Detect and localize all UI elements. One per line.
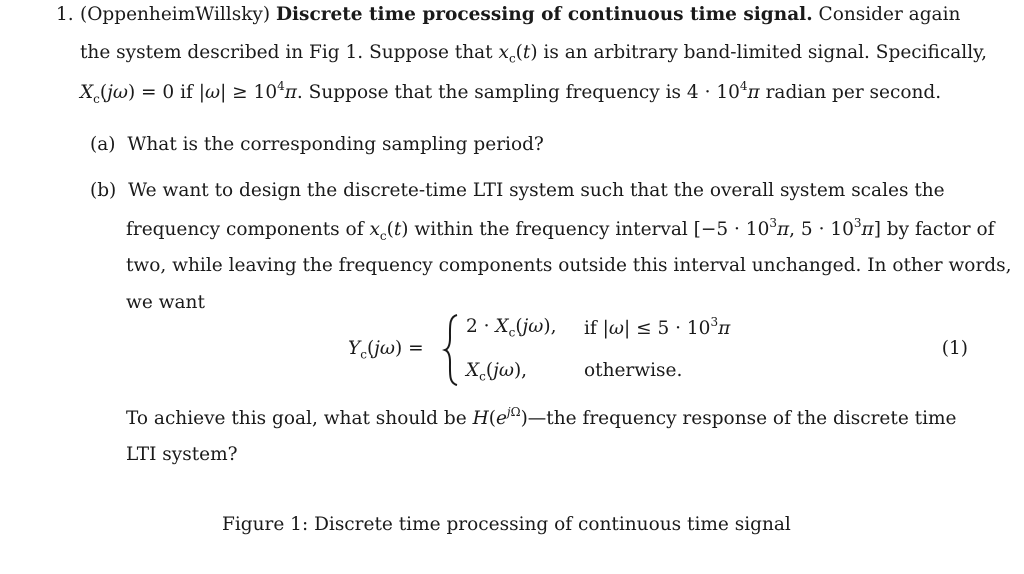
part-b-line1 (90, 180, 945, 201)
part-b-line2: frequency components of $x_c(t)$ within the frequency interval [$-5 \cdot 10^3\pi$, $5 \cdot 10^3\pi$] by factor of (126, 216, 995, 243)
part-b-line4: we want (126, 292, 205, 313)
problem-intro-1: Consider again (818, 4, 961, 25)
case-1-value: $2 \cdot X_c(j\omega)$, (466, 316, 557, 340)
line2-post: by factor of (886, 219, 995, 241)
part-b-line5: To achieve this goal, what should be $H(e^{j\Omega})—the$ frequency response of the discrete time (126, 405, 957, 430)
line5-pre: To achieve this goal, what should be (126, 408, 467, 430)
part-b-label: (b) (90, 180, 117, 201)
line2-pre: frequency components of (126, 219, 364, 241)
line2-mid: within the frequency interval (414, 219, 688, 241)
case-2-value: $X_c(j\omega)$, (466, 360, 528, 384)
part-a-text: What is the corresponding sampling period? (127, 134, 544, 155)
equation-1 (348, 312, 968, 392)
part-b-text-1: We want to design the discrete-time LTI system such that the overall system scales the (128, 180, 945, 201)
problem-intro-3: $X_c(j\omega) = 0$ if $|\omega| \ge 10^4\pi$. Suppose that the sampling frequency is $4 \cdot 10^4\pi$ radian per second. (80, 79, 942, 106)
problem-header (80, 4, 960, 25)
part-a-label: (a) (90, 134, 116, 155)
part-b-line3: two, while leaving the frequency components outside this interval unchanged. In other words, (126, 255, 1012, 276)
figure-caption: Figure 1: Discrete time processing of continuous time signal (222, 514, 791, 535)
case-2-condition: otherwise. (584, 360, 683, 381)
left-brace-icon (442, 312, 462, 388)
problem-number: 1. (56, 4, 74, 25)
line5-post: —the frequency response of the discrete time (527, 408, 957, 430)
part-b-line6: LTI system? (126, 444, 238, 465)
problem-title: Discrete time processing of continuous time signal. (275, 4, 813, 25)
equation-number: (1) (941, 338, 968, 359)
eq-lhs: $Y_c(j\omega)$ = (348, 338, 424, 362)
problem-source: (OppenheimWillsky) (80, 4, 271, 25)
part-a (90, 134, 544, 155)
problem-intro-2: the system described in Fig 1. Suppose that $x_c(t)$ is an arbitrary band-limited signal. Specifically, (80, 42, 987, 66)
case-1-condition: if $|\omega| \le 5 \cdot 10^3\pi$ (584, 315, 731, 340)
